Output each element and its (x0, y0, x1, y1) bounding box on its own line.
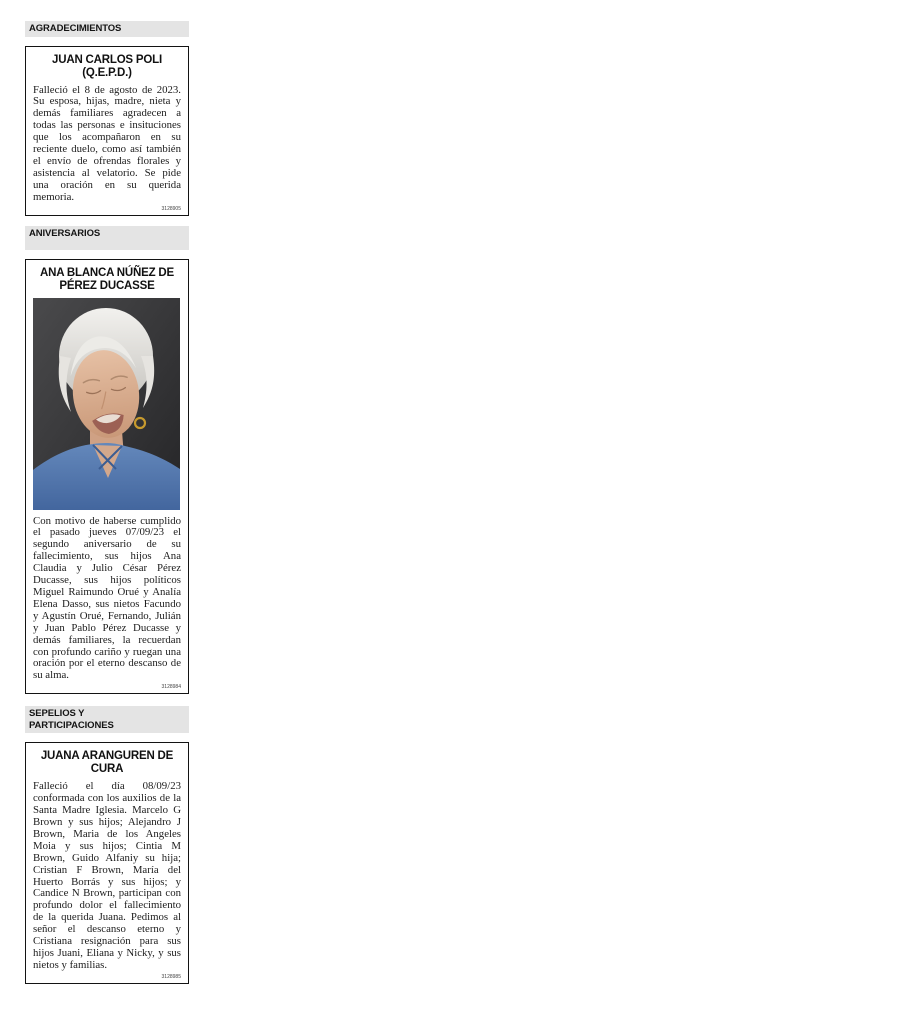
notice-title (35, 54, 179, 80)
section-header-label: ANIVERSARIOS (29, 227, 101, 239)
section-header-sepelios (25, 706, 189, 733)
section-header-label: SEPELIOS Y PARTICIPACIONES (29, 708, 114, 731)
section-header-agradecimientos (25, 21, 189, 37)
deceased-name: JUANA ARANGUREN DE CURA (40, 750, 174, 776)
notice-juan-carlos-poli (25, 46, 189, 216)
notice-ana-blanca-nunez (25, 259, 189, 695)
ad-number: 3128985 (161, 973, 181, 980)
notice-juana-aranguren (25, 742, 189, 984)
notice-title (35, 750, 179, 776)
qepd-label: (Q.E.P.D.) (82, 66, 132, 79)
ad-number: 3128984 (161, 684, 181, 691)
section-header-aniversarios (25, 226, 189, 250)
ad-number: 3128905 (161, 205, 181, 212)
notice-body-text: Con motivo de haberse cumplido el pasado jueves 07/09/23 el segundo aniversario de su fallecimiento, sus hijos Ana Claudia y Julio César Pérez Ducasse, sus hijos políticos Miguel Raimundo Orué y Analía Elena Dasso, sus nietos Facundo y Agustín Orué, Fernando, Julián y Juan Pablo Pérez Ducasse y demás familiares, la recuerdan con profundo cariño y ruegan una oración por el eterno descanso de su alma. (33, 514, 181, 682)
notice-title (35, 267, 179, 293)
portrait-photo (33, 298, 181, 510)
notice-body-text: Falleció el 8 de agosto de 2023. Su esposa, hijas, madre, nieta y demás familiares agradecen a todas las personas e insituciones que los acompañaron en su reciente duelo, como así también el envío de ofrendas florales y asistencia al velatorio. Se pide una oración en su querida memoria. (33, 83, 181, 203)
portrait-photo-illustration (33, 298, 180, 510)
deceased-name: JUAN CARLOS POLI (52, 53, 162, 66)
classifieds-column (25, 21, 189, 984)
deceased-name: ANA BLANCA NÚÑEZ DE PÉREZ DUCASSE (40, 266, 174, 292)
section-header-label: AGRADECIMIENTOS (29, 23, 122, 34)
notice-body-text: Falleció el día 08/09/23 conformada con los auxilios de la Santa Madre Iglesia. Marcelo G Brown y sus hijos; Alejandro J Brown, Maria de los Angeles Moia y sus hijos; Cintia M Brown, Guido Alfaniy su hija; Cristian F Brown, María del Huerto Borrás y sus hijos; y Candice N Brown, participan con profundo dolor el fallecimiento de la querida Juana. Pedimos al señor el descanso eterno y Cristiana resignación para sus hijos Juani, Eliana y Nicky, y sus nietos y familias. (33, 780, 181, 971)
